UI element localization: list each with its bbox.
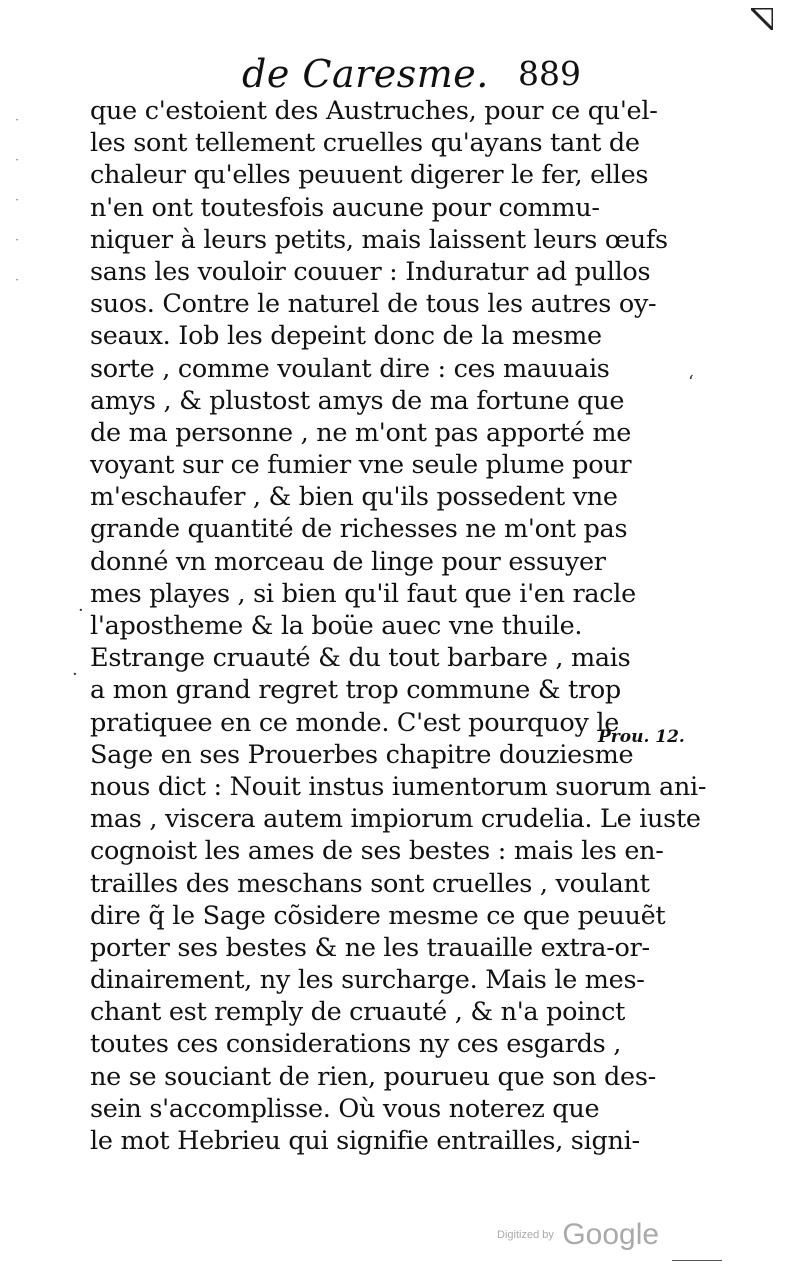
text-line: que c'estoient des Austruches, pour ce qu'el- [90,96,658,126]
text-line: les sont tellement cruelles qu'ayans tant de [90,128,640,159]
text-line: trailles des meschans sont cruelles , voulant [90,868,650,899]
margin-tick: ʻ [688,372,694,393]
text-line: pratiquee en ce monde. C'est pourquoy le [90,707,620,738]
margin-note: Prou. 12. [598,727,685,747]
text-line: dire q̃ le Sage cõsidere mesme ce que peuuẽt [90,900,666,931]
page-corner-mark [751,8,773,30]
margin-dot: · [78,600,84,621]
text-line: grande quantité de richesses ne m'ont pas [90,514,628,545]
margin-dot: · [72,664,78,685]
text-line: seaux. Iob les depeint donc de la mesme [90,321,602,352]
text-line: donné vn morceau de linge pour essuyer [90,546,606,577]
watermark [497,1218,659,1252]
text-line: mes playes , si bien qu'il faut que i'en racle [90,578,636,609]
text-line: chaleur qu'elles peuuent digerer le fer, elles [90,160,649,191]
text-line: de ma personne , ne m'ont pas apporté me [90,417,632,448]
text-line: porter ses bestes & ne les trauaille extra-or- [90,932,650,963]
text-line: amys , & plustost amys de ma fortune que [90,385,625,416]
text-line: Estrange cruauté & du tout barbare , mais [90,643,631,674]
text-line: suos. Contre le naturel de tous les autres oy- [90,289,657,320]
binding-edge-marks: · · · · · [15,113,19,287]
text-line: chant est remply de cruauté , & n'a poinct [90,997,626,1028]
page-number: 889 [518,54,581,93]
text-line: a mon grand regret trop commune & trop [90,675,621,706]
text-line: m'eschaufer , & bien qu'ils possedent vne [90,482,618,513]
text-line: nous dict : Nouit instus iumentorum suorum ani- [90,771,707,802]
text-line: sein s'accomplisse. Où vous noterez que [90,1093,600,1124]
text-line: dinairement, ny les surcharge. Mais le mes- [90,965,645,996]
text-line: l'apostheme & la boüe auec vne thuile. [90,611,583,641]
text-line: n'en ont toutesfois aucune pour commu- [90,192,600,223]
text-line: voyant sur ce fumier vne seule plume pour [90,450,632,481]
watermark-prefix: Digitized by [497,1229,554,1241]
text-line: le mot Hebrieu qui signifie entrailles, signi- [90,1126,640,1156]
text-line: ne se souciant de rien, pourueu que son des- [90,1061,656,1092]
text-line: mas , viscera autem impiorum crudelia. Le iuste [90,804,701,835]
text-line: cognoist les ames de ses bestes : mais les en- [90,836,664,867]
text-line: niquer à leurs petits, mais laissent leurs œufs [90,224,668,255]
text-line: sorte , comme voulant dire : ces mauuais [90,353,610,384]
text-line: toutes ces considerations ny ces esgards , [90,1029,622,1060]
running-title: de Caresme. [242,52,489,96]
bottom-rule [672,1260,722,1261]
text-line: Sage en ses Prouerbes chapitre douziesme [90,739,634,770]
watermark-brand: Google [562,1218,660,1251]
text-line: sans les vouloir couuer : Induratur ad pullos [90,256,651,287]
